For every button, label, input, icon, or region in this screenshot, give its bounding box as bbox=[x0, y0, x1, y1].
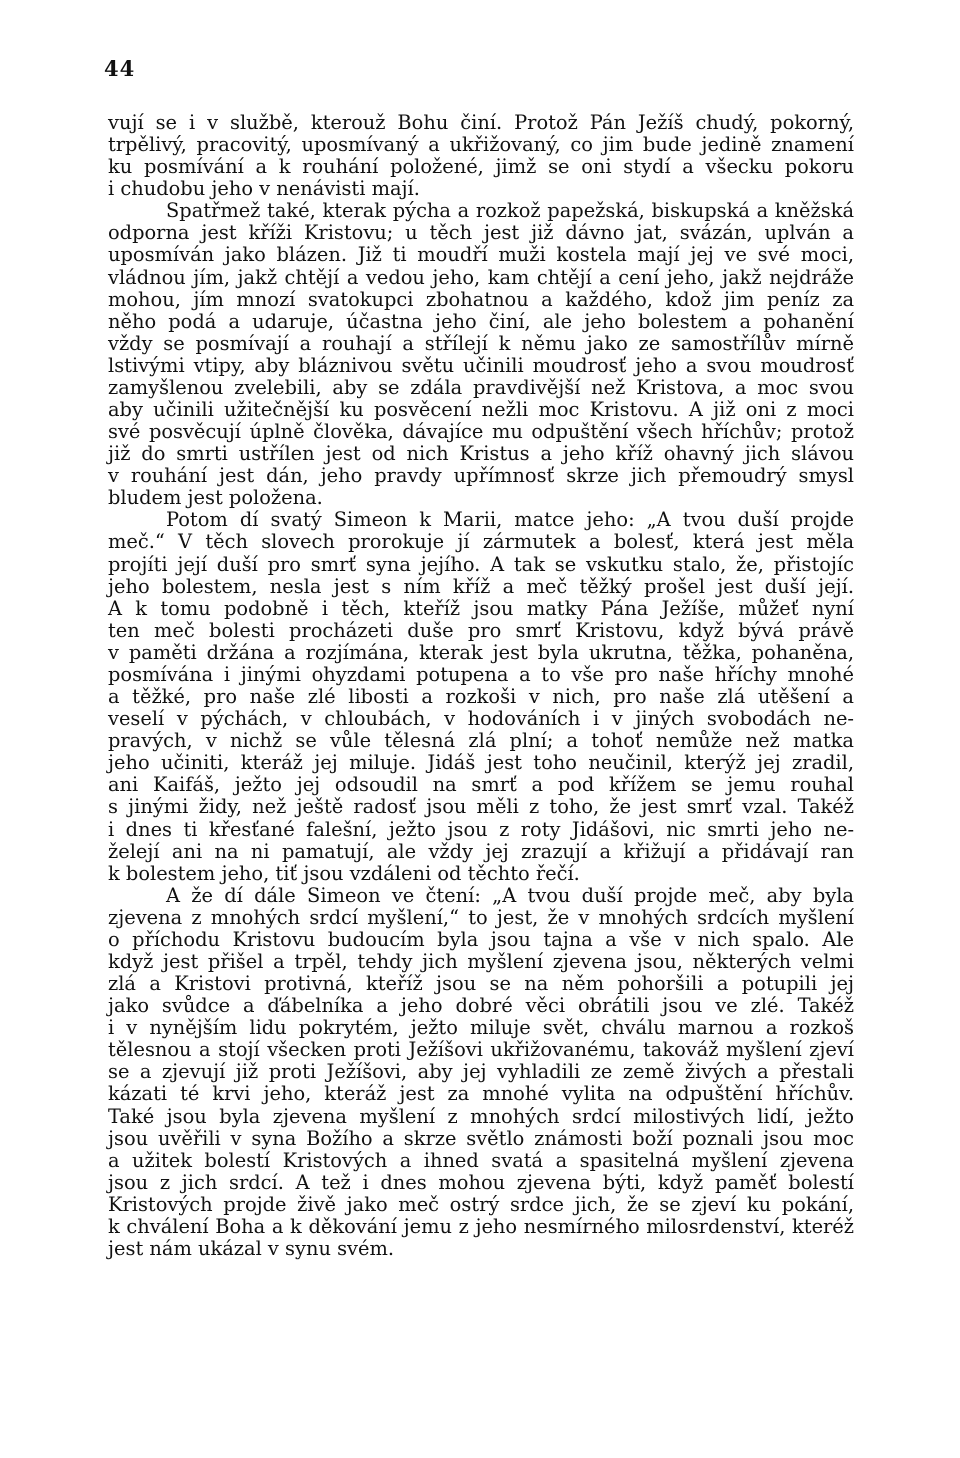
text-line: tělesnou a stojí všecken proti Ježíšovi ukřižovanému, takováž myšlení zjeví bbox=[108, 1038, 854, 1062]
text-line: se a zjevují již proti Ježíšovi, aby jej vyhladili ze země živých a přestali bbox=[108, 1060, 854, 1084]
text-line: jako svůdce a ďábelníka a jeho dobré věci obrátili jsou ve zlé. Takéž bbox=[108, 994, 854, 1018]
body-text bbox=[108, 112, 854, 1260]
text-line: meč.“ V těch slovech prorokuje jí zármutek a bolesť, která jest měla bbox=[108, 530, 854, 554]
text-line: a užitek bolestí Kristových a ihned svatá a spasitelná myšlení zjevena bbox=[108, 1148, 854, 1172]
text-line: projíti její duší pro smrť syna jejího. A tak se vskutku stalo, že, přistojíc bbox=[108, 552, 854, 576]
text-line: bludem jest položena. bbox=[108, 486, 323, 510]
page-number: 44 bbox=[104, 56, 136, 81]
text-line: odporna jest kříži Kristovu; u těch jest již dávno jat, svázán, uplván a bbox=[108, 221, 854, 245]
text-line: jest nám ukázal v synu svém. bbox=[108, 1236, 395, 1260]
text-line: vují se i v službě, kterouž Bohu činí. Protož Pán Ježíš chudý, pokorný, bbox=[108, 111, 854, 134]
text-line: lstivými vtipy, aby bláznivou světu učinili moudrosť jeho a svou moudrosť bbox=[108, 353, 854, 377]
text-line: zjevena z mnohých srdcí myšlení,“ to jest, že v mnohých srdcích myšlení bbox=[108, 905, 854, 929]
text-line: A k tomu podobně i těch, kteříž jsou matky Pána Ježíše, můžeť nyní bbox=[108, 596, 854, 620]
text-line: jeho bolestem, nesla jest s ním kříž a meč těžký prošel jest duší její. bbox=[108, 574, 854, 598]
text-line: Spatřmež také, kterak pýcha a rozkož papežská, biskupská a kněžská bbox=[166, 199, 854, 223]
text-line: v rouhání jest dán, jeho pravdy upřímnosť skrze jich přemoudrý smysl bbox=[108, 464, 854, 488]
paragraph bbox=[108, 509, 854, 884]
text-line: Také jsou byla zjevena myšlení z mnohých srdcí milostivých lidí, ježto bbox=[108, 1104, 854, 1128]
text-line: i dnes ti křesťané falešní, ježto jsou z roty Jidášovi, nic smrti jeho ne- bbox=[108, 817, 854, 841]
text-line: k bolestem jeho, tiť jsou vzdáleni od těchto řečí. bbox=[108, 861, 580, 885]
text-line: vládnou jím, jakž chtějí a vedou jeho, kam chtějí a cení jeho, jakž nejdráže bbox=[108, 265, 854, 289]
text-line: posmívána i jinými ohyzdami potupena a to vše pro naše hříchy mnohé bbox=[108, 662, 854, 686]
text-line: i v nynějším lidu pokrytém, ježto miluje svět, chválu marnou a rozkoš bbox=[108, 1016, 854, 1040]
text-line: kázati té krvi jeho, kteráž jest za mnohé vylita na odpuštění hříchův. bbox=[108, 1082, 854, 1106]
text-line: o příchodu Kristovu budoucím byla jsou tajna a vše v nich spalo. Ale bbox=[108, 927, 854, 951]
text-line: jeho učiniti, kteráž jej miluje. Jidáš jest toho neučinil, kterýž jej zradil, bbox=[108, 751, 854, 775]
text-line: něho podá a udaruje, účastna jeho činí, ale jeho bolestem a pohanění bbox=[108, 309, 854, 333]
text-line: a těžké, pro naše zlé libosti a rozkoši v nich, pro naše zlá utěšení a bbox=[108, 685, 854, 709]
text-line: zamyšlenou zvelebili, aby se zdála pravdivější než Kristova, a moc svou bbox=[108, 375, 854, 399]
text-line: v paměti držána a rozjímána, kterak jest byla ukrutna, těžka, pohaněna, bbox=[108, 640, 854, 664]
text-line: Potom dí svatý Simeon k Marii, matce jeho: „A tvou duší projde bbox=[166, 508, 854, 532]
text-line: zlá a Kristovi protivná, kteříž jsou se na něm pohoršili a potupili jej bbox=[108, 972, 854, 996]
text-line: ku posmívání a k rouhání položené, jimž se oni stydí a všecku pokoru bbox=[108, 155, 854, 179]
paragraph bbox=[108, 112, 854, 200]
text-line: Kristových projde živě jako meč ostrý srdce jich, že se zjeví ku pokání, bbox=[108, 1192, 854, 1216]
text-line: aby učinili užitečnější ku posvěcení nežli moc Kristovu. A již oni z moci bbox=[108, 398, 854, 422]
text-line: když jest přišel a trpěl, tehdy jich myšlení zjevena jsou, některých velmi bbox=[108, 949, 854, 973]
text-line: ani Kaifáš, ježto jej odsoudil na smrť a pod křížem se jemu rouhal bbox=[108, 773, 854, 797]
text-line: k chválení Boha a k děkování jemu z jeho nesmírného milosrdenství, kteréž bbox=[108, 1214, 854, 1238]
text-line: želejí ani na ni pamatují, ale vždy jej zrazují a křižují a přidávají ran bbox=[108, 839, 854, 863]
text-line: jsou uvěřili v syna Božího a skrze světlo známosti boží poznali jsou moc bbox=[108, 1126, 854, 1150]
text-line: pravých, v nichž se vůle tělesná zlá plní; a tohoť nemůže než matka bbox=[108, 729, 854, 753]
paragraph bbox=[108, 200, 854, 509]
text-line: trpělivý, pracovitý, uposmívaný a ukřižovaný, co jim bude jedině znamení bbox=[108, 133, 854, 157]
text-line: mohou, jím mnozí svatokupci zbohatnou a každého, kdož jim peníz za bbox=[108, 287, 854, 311]
text-line: uposmíván jako blázen. Již ti moudří muži kostela mají jej ve své moci, bbox=[108, 243, 854, 267]
text-line: i chudobu jeho v nenávisti mají. bbox=[108, 177, 420, 201]
text-line: veselí v pýchách, v chloubách, v hodováních i v jiných svobodách ne- bbox=[108, 707, 854, 731]
text-line: své posvěcují úplně člověka, dávajíce mu odpuštění všech hříchův; protož bbox=[108, 420, 854, 444]
text-line: již do smrti ustřílen jest od nich Kristus a jeho kříž ohavný jich slávou bbox=[108, 442, 854, 466]
text-line: A že dí dále Simeon ve čtení: „A tvou duší projde meč, aby byla bbox=[166, 883, 854, 907]
text-line: ten meč bolesti procházeti duše pro smrť Kristovu, když bývá právě bbox=[108, 618, 854, 642]
paragraph bbox=[108, 885, 854, 1260]
text-line: s jinými židy, než ještě radosť jsou měli z toho, že jest smrť vzal. Takéž bbox=[108, 795, 854, 819]
text-line: vždy se posmívají a rouhají a střílejí k němu jako ze samostřílův mírně bbox=[108, 331, 854, 355]
text-line: jsou z jich srdcí. A tež i dnes mohou zjevena býti, když paměť bolestí bbox=[108, 1170, 854, 1194]
